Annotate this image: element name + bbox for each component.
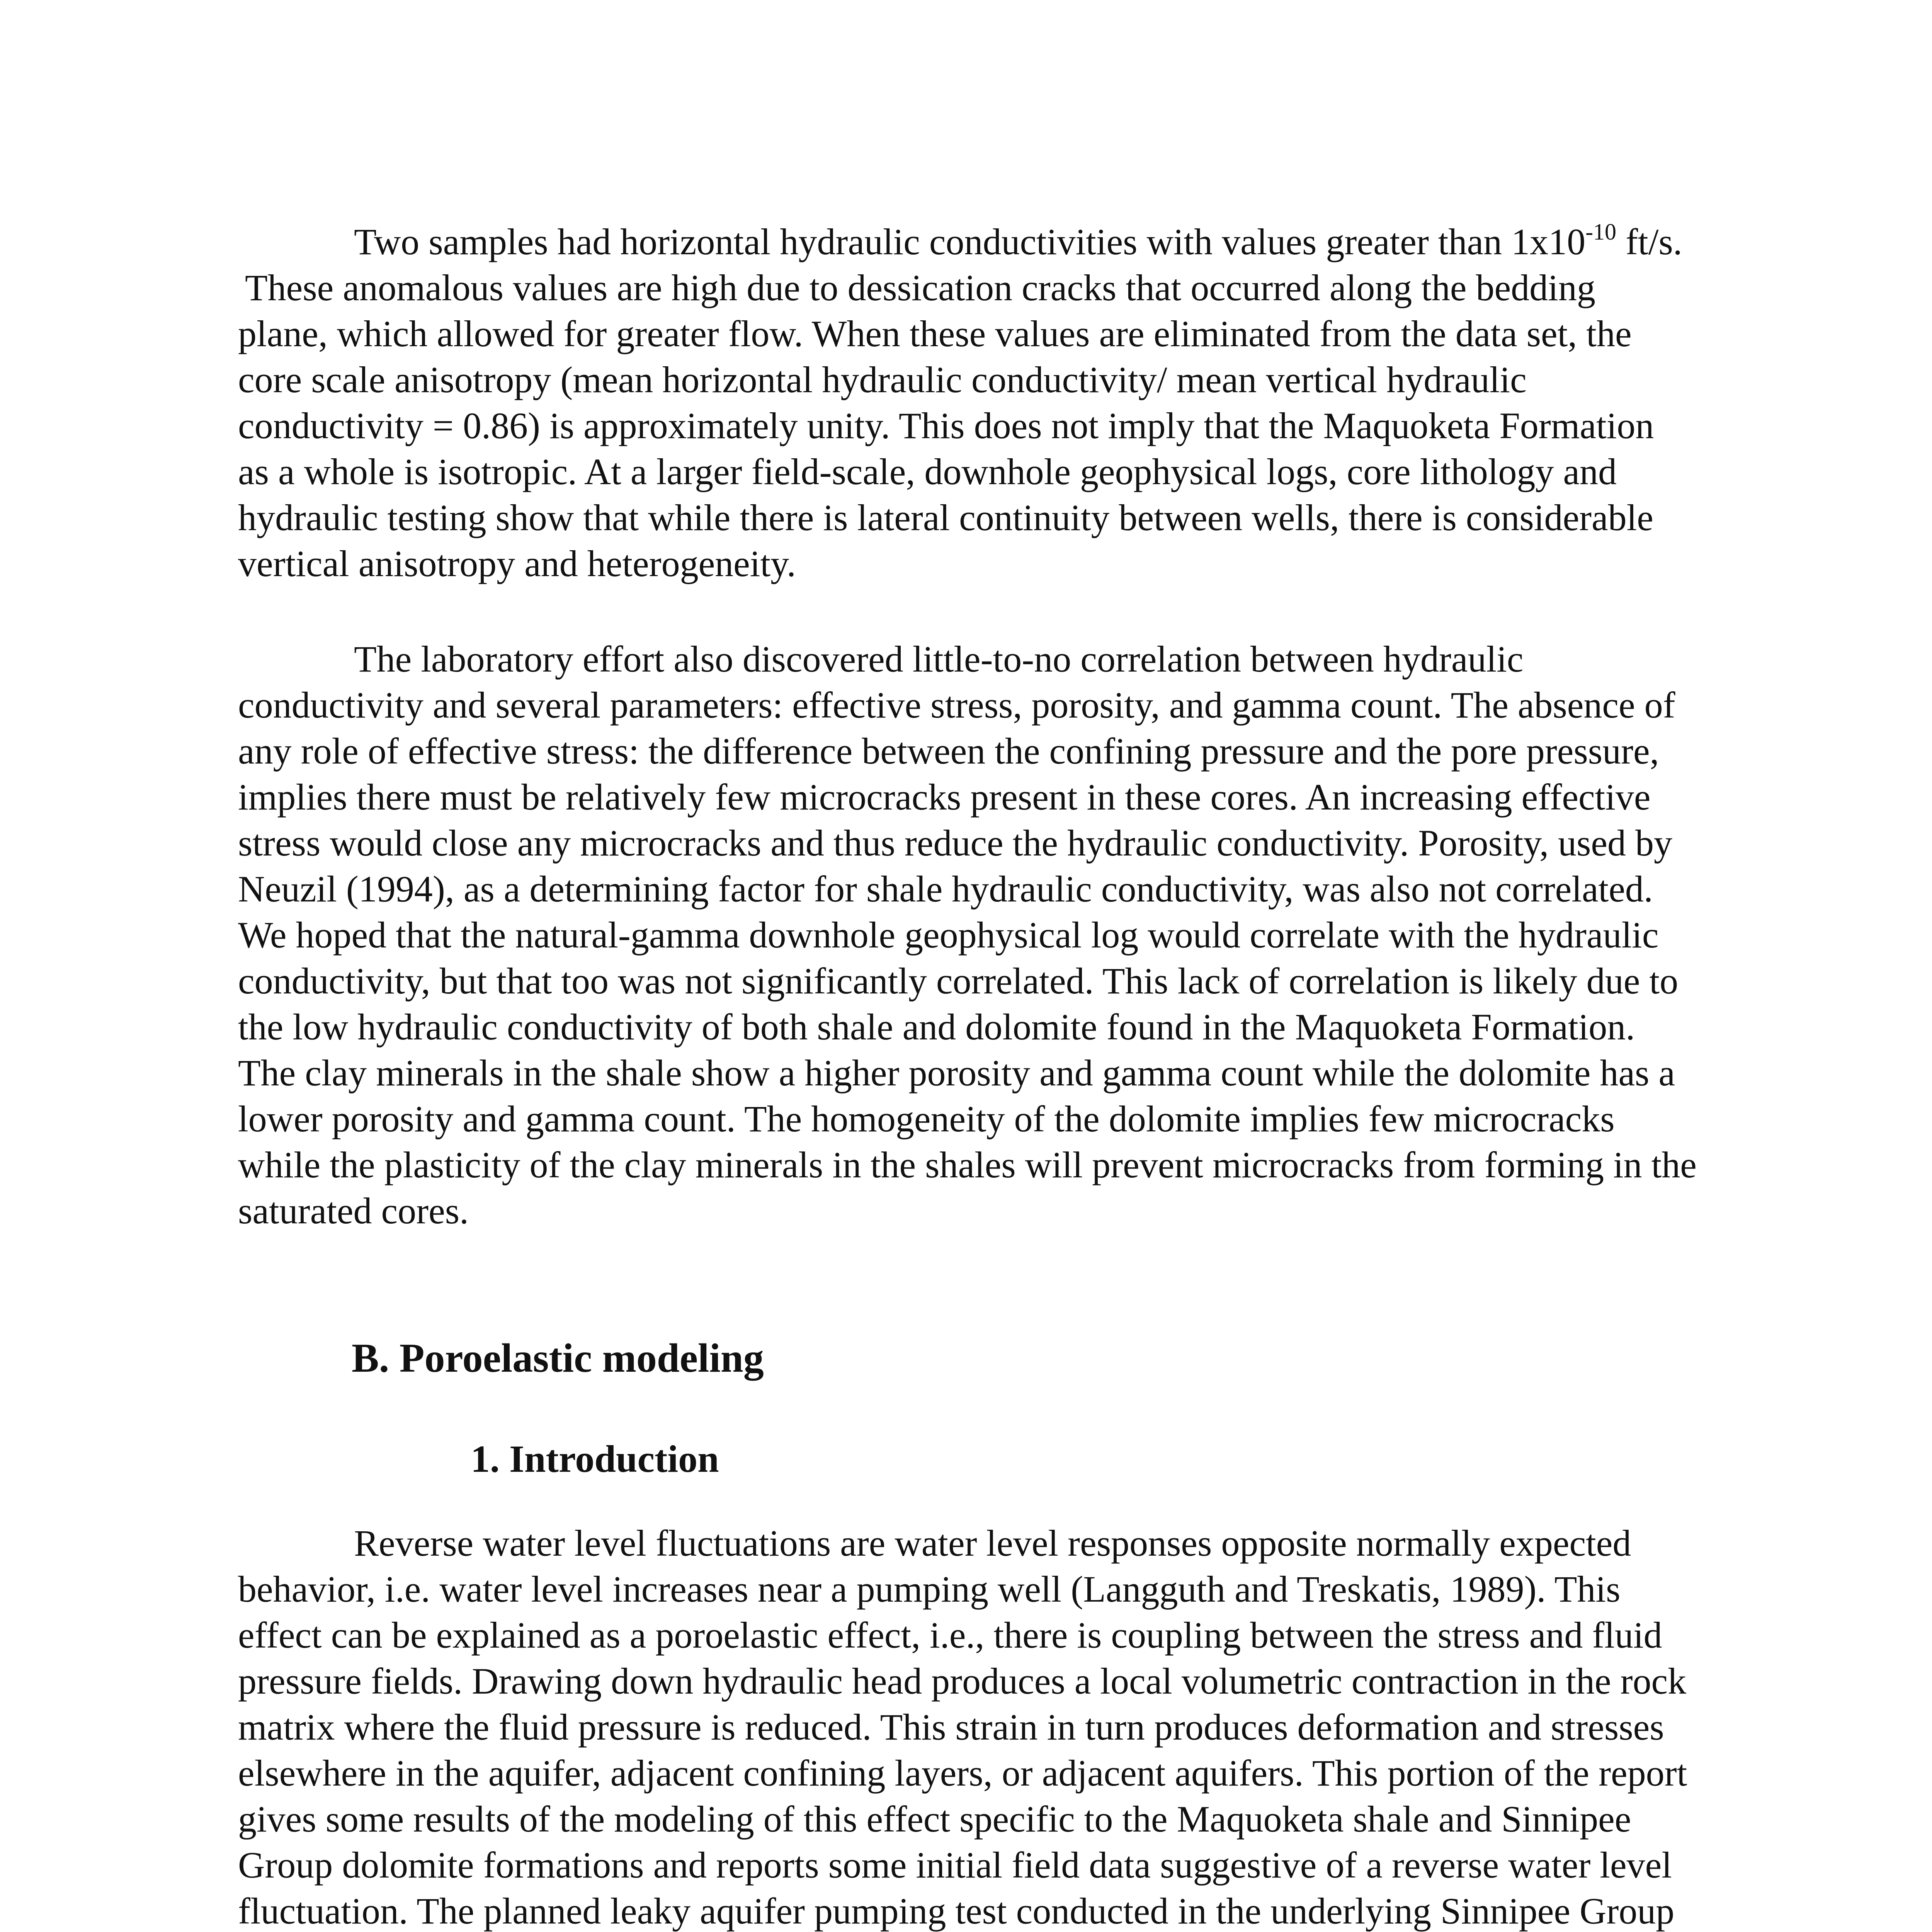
subsection-heading: 1. Introduction (471, 1437, 719, 1480)
paragraph-line: plane, which allowed for greater flow. When these values are eliminated from the data set, the (238, 313, 1632, 354)
paragraph-line: conductivity, but that too was not significantly correlated. This lack of correlation is likely due to (238, 960, 1679, 1002)
paragraph-line: Reverse water level fluctuations are water level responses opposite normally expected (354, 1522, 1631, 1564)
paragraph-line: fluctuation. The planned leaky aquifer pumping test conducted in the underlying Sinnipee Group (238, 1890, 1675, 1932)
paragraph-line: any role of effective stress: the difference between the confining pressure and the pore pressure, (238, 730, 1659, 772)
paragraph-line: matrix where the fluid pressure is reduced. This strain in turn produces deformation and stresses (238, 1706, 1664, 1748)
paragraph-line: while the plasticity of the clay minerals in the shales will prevent microcracks from forming in the (238, 1144, 1697, 1185)
paragraph-line: implies there must be relatively few microcracks present in these cores. An increasing effective (238, 776, 1651, 818)
paragraph-line: gives some results of the modeling of this effect specific to the Maquoketa shale and Sinnipee (238, 1798, 1631, 1840)
paragraph-line: vertical anisotropy and heterogeneity. (238, 543, 796, 584)
paragraph-line: conductivity = 0.86) is approximately unity. This does not imply that the Maquoketa Formation (238, 405, 1654, 446)
paragraph-line: saturated cores. (238, 1190, 469, 1231)
paragraph-line: conductivity and several parameters: effective stress, porosity, and gamma count. The absence of (238, 684, 1675, 726)
paragraph-line: as a whole is isotropic. At a larger field-scale, downhole geophysical logs, core lithology and (238, 451, 1617, 492)
paragraph-line: lower porosity and gamma count. The homogeneity of the dolomite implies few microcracks (238, 1098, 1615, 1139)
paragraph-line: Neuzil (1994), as a determining factor for shale hydraulic conductivity, was also not correlated. (238, 868, 1653, 910)
paragraph-line: Two samples had horizontal hydraulic conductivities with values greater than $1x10^{-10}$ ft/s. (354, 219, 1682, 262)
paragraph-line: the low hydraulic conductivity of both shale and dolomite found in the Maquoketa Formation. (238, 1006, 1635, 1048)
paragraph-anisotropy (238, 219, 1753, 587)
paragraph-line: The clay minerals in the shale show a higher porosity and gamma count while the dolomite has a (238, 1052, 1675, 1094)
paragraph-line: behavior, i.e. water level increases near a pumping well (Langguth and Treskatis, 1989). This (238, 1568, 1621, 1610)
paragraph-line: stress would close any microcracks and thus reduce the hydraulic conductivity. Porosity, used by (238, 822, 1672, 864)
paragraph-line: elsewhere in the aquifer, adjacent confining layers, or adjacent aquifers. This portion of the report (238, 1752, 1687, 1794)
paragraph-introduction (238, 1520, 1753, 1932)
exponent-superscript: -10 (1585, 219, 1617, 245)
paragraph-line: We hoped that the natural-gamma downhole geophysical log would correlate with the hydraulic (238, 914, 1659, 956)
paragraph-line: effect can be explained as a poroelastic effect, i.e., there is coupling between the stress and fluid (238, 1614, 1662, 1656)
paragraph-line: These anomalous values are high due to dessication cracks that occurred along the bedding (245, 267, 1595, 308)
paragraph-line: Group dolomite formations and reports some initial field data suggestive of a reverse water level (238, 1844, 1672, 1886)
paragraph-line: hydraulic testing show that while there is lateral continuity between wells, there is considerable (238, 497, 1653, 538)
section-heading: B. Poroelastic modeling (352, 1335, 764, 1381)
paragraph-line: pressure fields. Drawing down hydraulic head produces a local volumetric contraction in the rock (238, 1660, 1687, 1702)
paragraph-line: The laboratory effort also discovered little-to-no correlation between hydraulic (354, 638, 1524, 680)
paragraph-line: core scale anisotropy (mean horizontal hydraulic conductivity/ mean vertical hydraulic (238, 359, 1527, 400)
paragraph-correlation (238, 636, 1753, 1234)
